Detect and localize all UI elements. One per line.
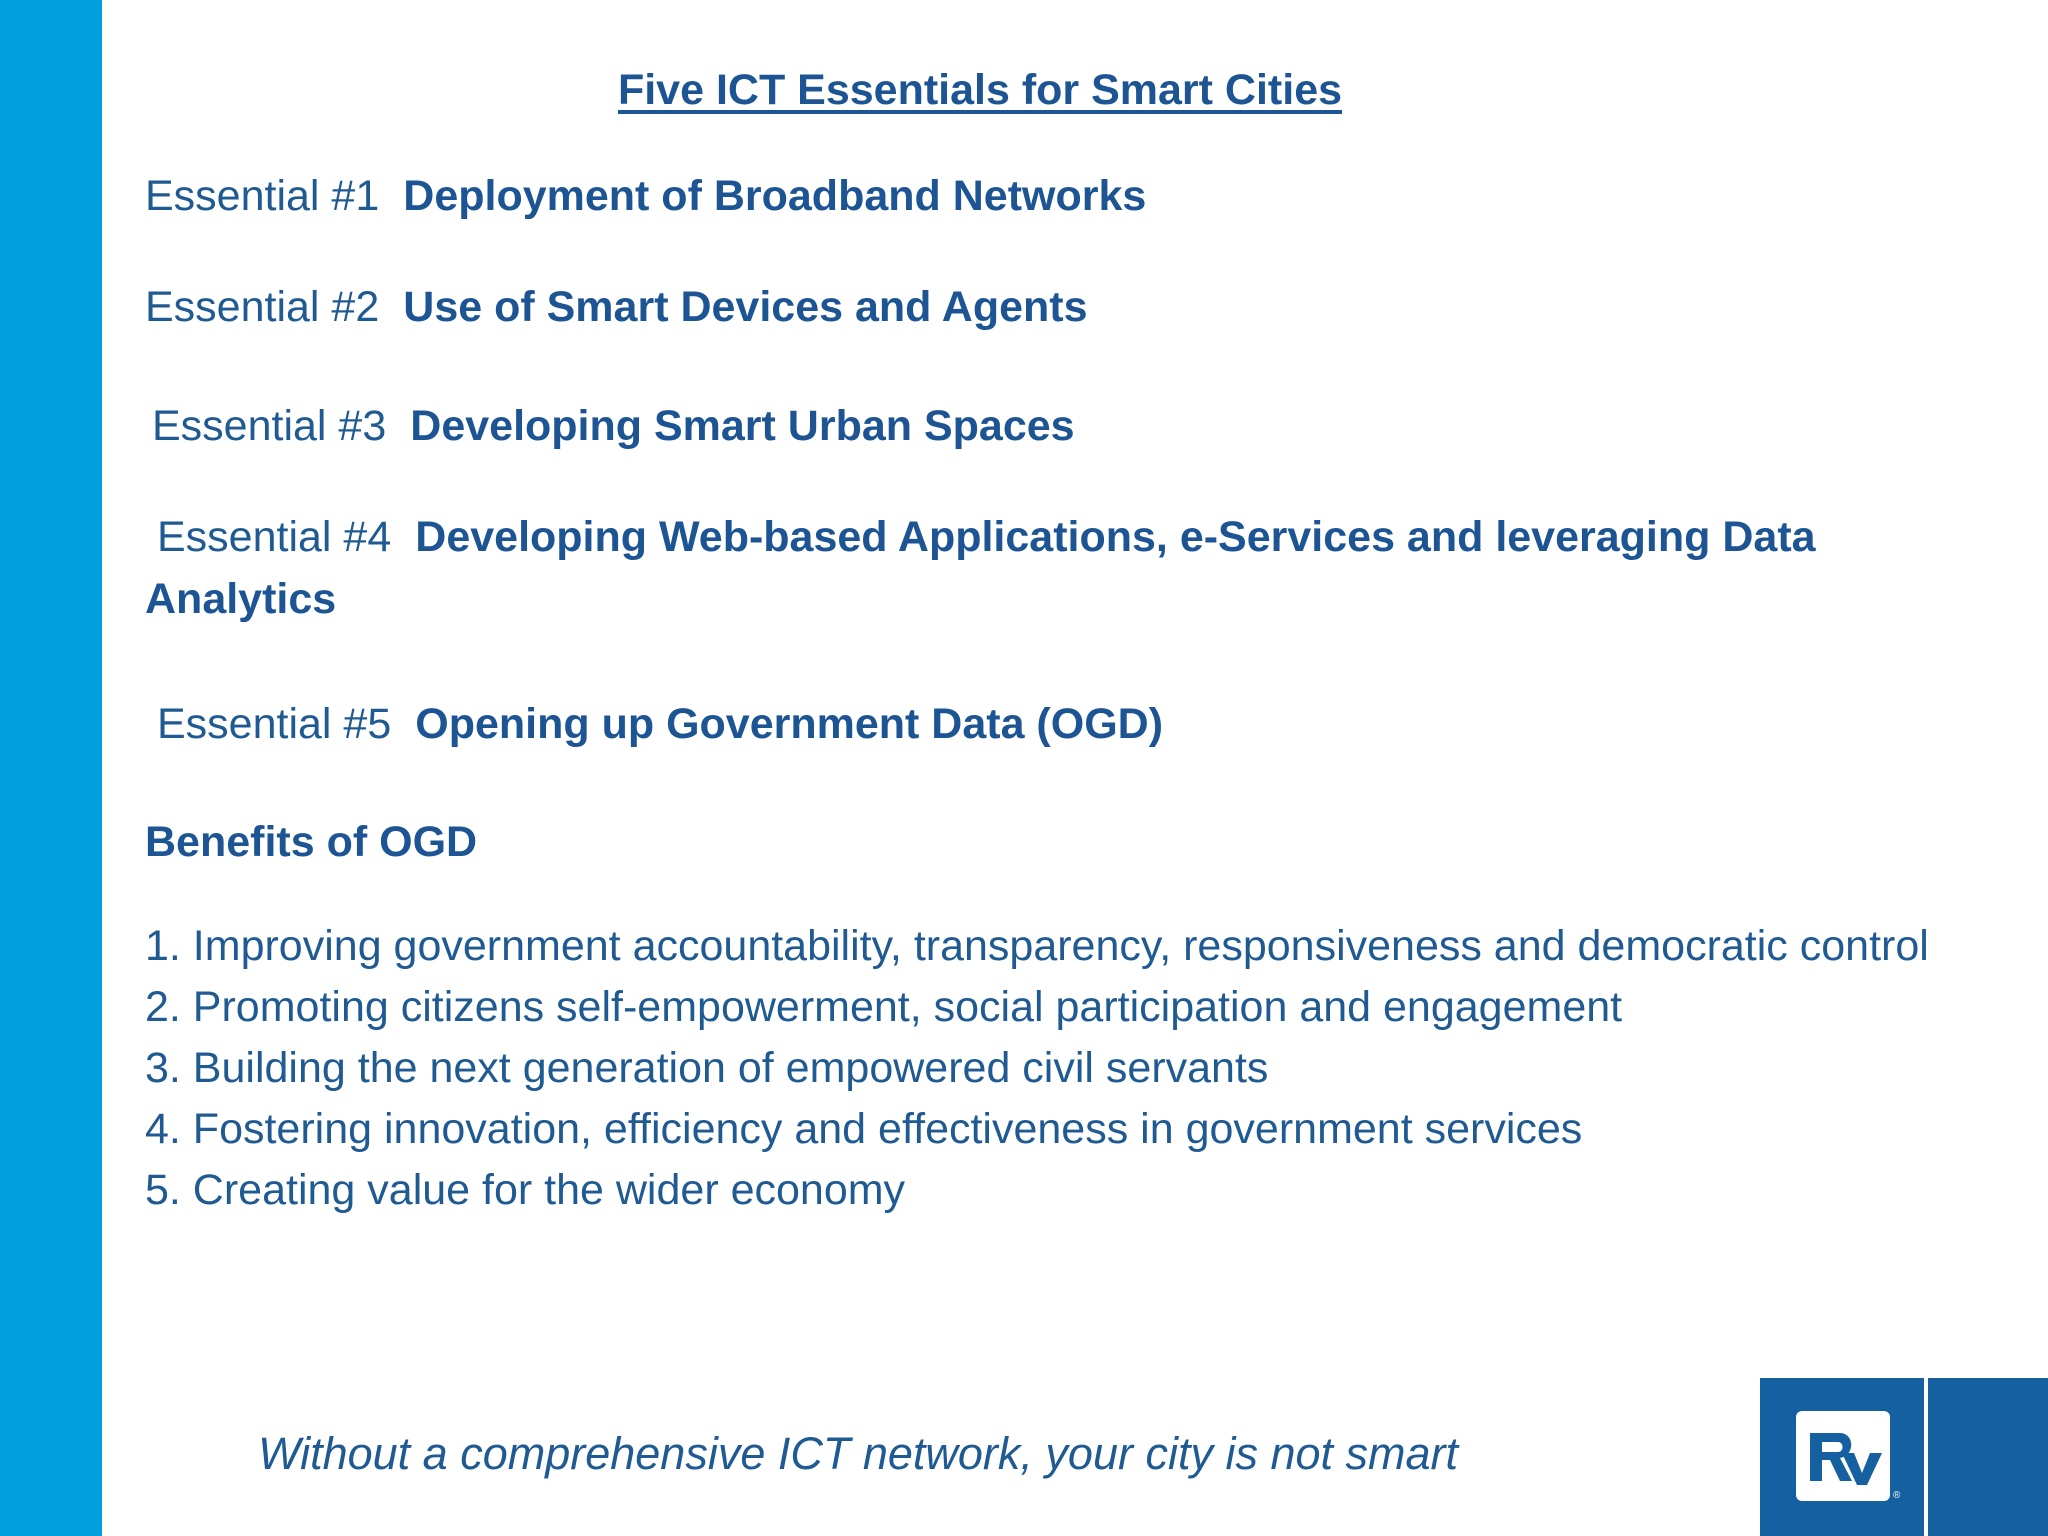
- essential-number: Essential #5: [157, 700, 392, 748]
- tagline: Without a comprehensive ICT network, your city is not smart: [258, 1428, 1459, 1479]
- benefit-item: 2. Promoting citizens self-empowerment, social participation and engagement: [145, 983, 1623, 1031]
- essential-title: Opening up Government Data (OGD): [415, 700, 1164, 748]
- essential-number: Essential #2: [145, 283, 380, 331]
- essential-number: Essential #4: [157, 513, 392, 561]
- benefit-item: 1. Improving government accountability, transparency, responsiveness and democratic control: [145, 922, 1929, 970]
- registered-mark: ®: [1893, 1490, 1901, 1501]
- benefit-item: 5. Creating value for the wider economy: [145, 1166, 906, 1214]
- essential-4: [145, 506, 1965, 630]
- logo-divider: [1924, 1378, 1928, 1536]
- essential-2: [145, 276, 1088, 338]
- slide-title: Five ICT Essentials for Smart Cities: [617, 66, 1343, 114]
- essential-title: Use of Smart Devices and Agents: [403, 283, 1088, 331]
- essential-1: [145, 165, 1146, 227]
- rv-logo-graphic: [1796, 1411, 1890, 1501]
- essential-title: Developing Smart Urban Spaces: [410, 402, 1075, 450]
- company-logo-icon: [1796, 1411, 1890, 1501]
- benefits-list: [145, 916, 2005, 1221]
- essential-number: Essential #1: [145, 172, 380, 220]
- benefit-item: 3. Building the next generation of empowered civil servants: [145, 1044, 1269, 1092]
- logo-panel: [1760, 1378, 2048, 1536]
- left-accent-bar: [0, 0, 102, 1536]
- essential-3: [152, 395, 1075, 457]
- essential-title: Deployment of Broadband Networks: [403, 172, 1147, 220]
- essential-5: [157, 693, 1163, 755]
- benefit-item: 4. Fostering innovation, efficiency and effectiveness in government services: [145, 1105, 1583, 1153]
- benefits-heading: Benefits of OGD: [145, 818, 478, 866]
- essential-title: Developing Web-based Applications, e-Services and leveraging Data Analytics: [145, 513, 1816, 623]
- essential-number: Essential #3: [152, 402, 387, 450]
